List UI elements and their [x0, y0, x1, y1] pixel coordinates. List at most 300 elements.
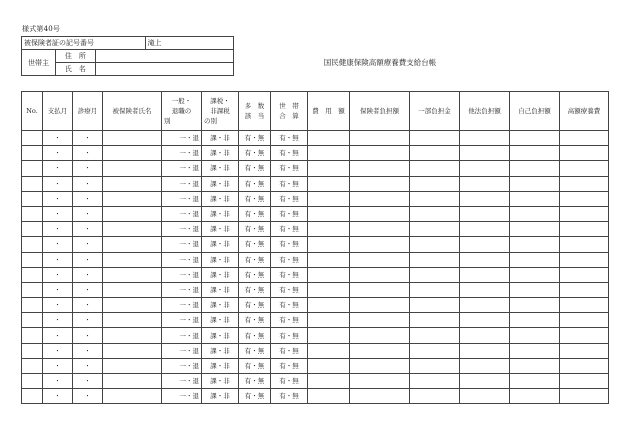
cell-self-burden[interactable] — [510, 176, 560, 191]
cell-pay-month[interactable]: ・ — [43, 267, 73, 282]
cell-general-retired[interactable]: 一・退 — [162, 389, 202, 404]
cell-other-law-burden[interactable] — [460, 358, 510, 373]
cell-no[interactable] — [22, 146, 43, 161]
cell-other-law-burden[interactable] — [460, 131, 510, 146]
cell-partial-burden[interactable] — [410, 191, 460, 206]
cell-combined[interactable]: 有・無 — [271, 191, 308, 206]
cell-partial-burden[interactable] — [410, 131, 460, 146]
cell-tax-status[interactable]: 課・非 — [202, 237, 239, 252]
cell-pay-month[interactable]: ・ — [43, 176, 73, 191]
insured-id-row — [22, 37, 234, 50]
cell-tax-status[interactable]: 課・非 — [202, 131, 239, 146]
cell-multi[interactable]: 有・無 — [239, 358, 271, 373]
cell-self-burden[interactable] — [510, 313, 560, 328]
cell-self-burden[interactable] — [510, 222, 560, 237]
table-header-row — [22, 92, 609, 131]
cell-no[interactable] — [22, 267, 43, 282]
cell-partial-burden[interactable] — [410, 176, 460, 191]
cell-other-law-burden[interactable] — [460, 267, 510, 282]
cell-multi[interactable]: 有・無 — [239, 252, 271, 267]
cell-general-retired[interactable]: 一・退 — [162, 328, 202, 343]
header-info-table — [21, 36, 234, 76]
cell-treatment-month[interactable]: ・ — [73, 206, 103, 221]
table-row — [22, 313, 609, 328]
table-row — [22, 191, 609, 206]
cell-high-cost[interactable] — [560, 374, 609, 389]
cell-insurer-burden[interactable] — [350, 161, 410, 176]
cell-partial-burden[interactable] — [410, 358, 460, 373]
col-header-no: No. — [22, 92, 43, 131]
cell-general-retired[interactable]: 一・退 — [162, 358, 202, 373]
combined-header-line-2: 合 算 — [279, 112, 299, 120]
cell-no[interactable] — [22, 389, 43, 404]
cell-insured-name[interactable] — [103, 374, 162, 389]
cell-insured-name[interactable] — [103, 267, 162, 282]
cell-general-retired[interactable]: 一・退 — [162, 222, 202, 237]
cell-expense[interactable] — [308, 267, 350, 282]
cell-partial-burden[interactable] — [410, 313, 460, 328]
cell-no[interactable] — [22, 298, 43, 313]
cell-general-retired[interactable]: 一・退 — [162, 374, 202, 389]
cell-multi[interactable]: 有・無 — [239, 374, 271, 389]
cell-tax-status[interactable]: 課・非 — [202, 374, 239, 389]
cell-tax-status[interactable]: 課・非 — [202, 313, 239, 328]
cell-insured-name[interactable] — [103, 282, 162, 297]
cell-combined[interactable]: 有・無 — [271, 358, 308, 373]
household-head-label: 世帯主 — [22, 50, 56, 76]
cell-high-cost[interactable] — [560, 358, 609, 373]
cell-multi[interactable]: 有・無 — [239, 176, 271, 191]
cell-insurer-burden[interactable] — [350, 131, 410, 146]
cell-other-law-burden[interactable] — [460, 282, 510, 297]
cell-insurer-burden[interactable] — [350, 252, 410, 267]
cell-no[interactable] — [22, 131, 43, 146]
cell-combined[interactable]: 有・無 — [271, 176, 308, 191]
cell-other-law-burden[interactable] — [460, 176, 510, 191]
cell-high-cost[interactable] — [560, 222, 609, 237]
cell-partial-burden[interactable] — [410, 267, 460, 282]
cell-self-burden[interactable] — [510, 343, 560, 358]
cell-multi[interactable]: 有・無 — [239, 298, 271, 313]
cell-insurer-burden[interactable] — [350, 343, 410, 358]
cell-general-retired[interactable]: 一・退 — [162, 191, 202, 206]
cell-combined[interactable]: 有・無 — [271, 282, 308, 297]
cell-multi[interactable]: 有・無 — [239, 328, 271, 343]
table-row — [22, 358, 609, 373]
cell-no[interactable] — [22, 328, 43, 343]
table-row — [22, 161, 609, 176]
cell-other-law-burden[interactable] — [460, 252, 510, 267]
table-row — [22, 206, 609, 221]
cell-insurer-burden[interactable] — [350, 176, 410, 191]
col-header-partial-burden: 一部負担金 — [410, 92, 460, 131]
cell-multi[interactable]: 有・無 — [239, 313, 271, 328]
cell-tax-status[interactable]: 課・非 — [202, 161, 239, 176]
cell-general-retired[interactable]: 一・退 — [162, 237, 202, 252]
cell-tax-status[interactable]: 課・非 — [202, 282, 239, 297]
name-value[interactable] — [95, 63, 233, 76]
cell-general-retired[interactable]: 一・退 — [162, 282, 202, 297]
table-row — [22, 237, 609, 252]
cell-self-burden[interactable] — [510, 237, 560, 252]
cell-treatment-month[interactable]: ・ — [73, 222, 103, 237]
table-row — [22, 252, 609, 267]
cell-high-cost[interactable] — [560, 176, 609, 191]
cell-general-retired[interactable]: 一・退 — [162, 131, 202, 146]
name-label: 氏 名 — [55, 63, 95, 76]
cell-general-retired[interactable]: 一・退 — [162, 343, 202, 358]
cell-self-burden[interactable] — [510, 161, 560, 176]
cell-self-burden[interactable] — [510, 267, 560, 282]
cell-expense[interactable] — [308, 358, 350, 373]
col-header-general-retired — [162, 92, 202, 131]
cell-high-cost[interactable] — [560, 191, 609, 206]
cell-partial-burden[interactable] — [410, 389, 460, 404]
cell-other-law-burden[interactable] — [460, 343, 510, 358]
cell-treatment-month[interactable]: ・ — [73, 176, 103, 191]
cell-insured-name[interactable] — [103, 161, 162, 176]
cell-combined[interactable]: 有・無 — [271, 343, 308, 358]
document-title: 国民健康保険高額療養費支給台帳 — [323, 58, 437, 67]
cell-expense[interactable] — [308, 252, 350, 267]
cell-other-law-burden[interactable] — [460, 146, 510, 161]
cell-insurer-burden[interactable] — [350, 237, 410, 252]
cell-combined[interactable]: 有・無 — [271, 131, 308, 146]
cell-insured-name[interactable] — [103, 191, 162, 206]
cell-general-retired[interactable]: 一・退 — [162, 267, 202, 282]
cell-multi[interactable]: 有・無 — [239, 161, 271, 176]
cell-high-cost[interactable] — [560, 267, 609, 282]
general-header-line-3: 別 — [164, 117, 171, 125]
cell-expense[interactable] — [308, 343, 350, 358]
cell-high-cost[interactable] — [560, 131, 609, 146]
cell-high-cost[interactable] — [560, 298, 609, 313]
cell-expense[interactable] — [308, 206, 350, 221]
cell-partial-burden[interactable] — [410, 328, 460, 343]
cell-treatment-month[interactable]: ・ — [73, 282, 103, 297]
cell-other-law-burden[interactable] — [460, 237, 510, 252]
insured-id-value[interactable]: 滝上 — [145, 37, 233, 50]
cell-general-retired[interactable]: 一・退 — [162, 313, 202, 328]
col-header-expense: 費 用 額 — [308, 92, 350, 131]
cell-treatment-month[interactable]: ・ — [73, 191, 103, 206]
cell-treatment-month[interactable]: ・ — [73, 328, 103, 343]
table-row — [22, 267, 609, 282]
cell-other-law-burden[interactable] — [460, 389, 510, 404]
cell-self-burden[interactable] — [510, 389, 560, 404]
table-row — [22, 222, 609, 237]
cell-expense[interactable] — [308, 191, 350, 206]
cell-insured-name[interactable] — [103, 146, 162, 161]
cell-tax-status[interactable]: 課・非 — [202, 343, 239, 358]
cell-high-cost[interactable] — [560, 282, 609, 297]
cell-other-law-burden[interactable] — [460, 161, 510, 176]
cell-insurer-burden[interactable] — [350, 298, 410, 313]
cell-treatment-month[interactable]: ・ — [73, 161, 103, 176]
cell-no[interactable] — [22, 237, 43, 252]
cell-partial-burden[interactable] — [410, 222, 460, 237]
cell-general-retired[interactable]: 一・退 — [162, 161, 202, 176]
cell-treatment-month[interactable]: ・ — [73, 131, 103, 146]
cell-treatment-month[interactable]: ・ — [73, 252, 103, 267]
cell-general-retired[interactable]: 一・退 — [162, 176, 202, 191]
cell-expense[interactable] — [308, 146, 350, 161]
cell-other-law-burden[interactable] — [460, 298, 510, 313]
cell-multi[interactable]: 有・無 — [239, 389, 271, 404]
col-header-high-cost: 高額療養費 — [560, 92, 609, 131]
cell-other-law-burden[interactable] — [460, 222, 510, 237]
cell-combined[interactable]: 有・無 — [271, 313, 308, 328]
cell-high-cost[interactable] — [560, 237, 609, 252]
cell-combined[interactable]: 有・無 — [271, 206, 308, 221]
cell-no[interactable] — [22, 191, 43, 206]
cell-pay-month[interactable]: ・ — [43, 206, 73, 221]
table-row — [22, 374, 609, 389]
cell-pay-month[interactable]: ・ — [43, 328, 73, 343]
cell-self-burden[interactable] — [510, 298, 560, 313]
table-row — [22, 343, 609, 358]
cell-tax-status[interactable]: 課・非 — [202, 328, 239, 343]
cell-other-law-burden[interactable] — [460, 191, 510, 206]
cell-high-cost[interactable] — [560, 252, 609, 267]
cell-combined[interactable]: 有・無 — [271, 298, 308, 313]
col-header-combined — [271, 92, 308, 131]
cell-self-burden[interactable] — [510, 282, 560, 297]
cell-insured-name[interactable] — [103, 237, 162, 252]
multi-header-line-2: 該 当 — [244, 112, 265, 120]
cell-combined[interactable]: 有・無 — [271, 161, 308, 176]
cell-insurer-burden[interactable] — [350, 328, 410, 343]
cell-expense[interactable] — [308, 161, 350, 176]
cell-pay-month[interactable]: ・ — [43, 389, 73, 404]
cell-treatment-month[interactable]: ・ — [73, 313, 103, 328]
cell-multi[interactable]: 有・無 — [239, 131, 271, 146]
cell-pay-month[interactable]: ・ — [43, 343, 73, 358]
cell-multi[interactable]: 有・無 — [239, 343, 271, 358]
cell-no[interactable] — [22, 222, 43, 237]
cell-no[interactable] — [22, 282, 43, 297]
cell-expense[interactable] — [308, 328, 350, 343]
insured-id-label: 被保険者証の記号番号 — [22, 37, 146, 50]
cell-expense[interactable] — [308, 176, 350, 191]
cell-high-cost[interactable] — [560, 328, 609, 343]
table-row — [22, 146, 609, 161]
cell-tax-status[interactable]: 課・非 — [202, 222, 239, 237]
cell-multi[interactable]: 有・無 — [239, 267, 271, 282]
tax-header-line-2: 非課税 — [210, 107, 230, 115]
cell-multi[interactable]: 有・無 — [239, 206, 271, 221]
form-number: 様式第40号 — [22, 25, 61, 33]
cell-no[interactable] — [22, 313, 43, 328]
table-row — [22, 176, 609, 191]
cell-combined[interactable]: 有・無 — [271, 374, 308, 389]
table-row — [22, 131, 609, 146]
cell-general-retired[interactable]: 一・退 — [162, 298, 202, 313]
cell-insurer-burden[interactable] — [350, 222, 410, 237]
cell-pay-month[interactable]: ・ — [43, 146, 73, 161]
cell-pay-month[interactable]: ・ — [43, 298, 73, 313]
table-row — [22, 328, 609, 343]
cell-self-burden[interactable] — [510, 131, 560, 146]
cell-no[interactable] — [22, 252, 43, 267]
address-row — [22, 50, 234, 63]
cell-no[interactable] — [22, 374, 43, 389]
general-header-line-1: 一般・ — [171, 97, 192, 105]
cell-combined[interactable]: 有・無 — [271, 252, 308, 267]
cell-general-retired[interactable]: 一・退 — [162, 252, 202, 267]
cell-partial-burden[interactable] — [410, 282, 460, 297]
cell-no[interactable] — [22, 161, 43, 176]
cell-multi[interactable]: 有・無 — [239, 282, 271, 297]
cell-high-cost[interactable] — [560, 313, 609, 328]
cell-expense[interactable] — [308, 374, 350, 389]
cell-combined[interactable]: 有・無 — [271, 222, 308, 237]
cell-treatment-month[interactable]: ・ — [73, 358, 103, 373]
cell-tax-status[interactable]: 課・非 — [202, 252, 239, 267]
cell-insured-name[interactable] — [103, 389, 162, 404]
cell-pay-month[interactable]: ・ — [43, 191, 73, 206]
cell-partial-burden[interactable] — [410, 237, 460, 252]
cell-partial-burden[interactable] — [410, 343, 460, 358]
cell-partial-burden[interactable] — [410, 252, 460, 267]
cell-insurer-burden[interactable] — [350, 282, 410, 297]
col-header-multi — [239, 92, 271, 131]
cell-treatment-month[interactable]: ・ — [73, 298, 103, 313]
cell-tax-status[interactable]: 課・非 — [202, 267, 239, 282]
cell-pay-month[interactable]: ・ — [43, 358, 73, 373]
cell-partial-burden[interactable] — [410, 161, 460, 176]
cell-high-cost[interactable] — [560, 343, 609, 358]
col-header-insurer-burden: 保険者負担額 — [350, 92, 410, 131]
cell-expense[interactable] — [308, 389, 350, 404]
cell-tax-status[interactable]: 課・非 — [202, 176, 239, 191]
cell-general-retired[interactable]: 一・退 — [162, 146, 202, 161]
cell-self-burden[interactable] — [510, 252, 560, 267]
cell-insurer-burden[interactable] — [350, 358, 410, 373]
cell-treatment-month[interactable]: ・ — [73, 267, 103, 282]
cell-tax-status[interactable]: 課・非 — [202, 298, 239, 313]
ledger-body — [22, 131, 609, 404]
cell-self-burden[interactable] — [510, 374, 560, 389]
cell-expense[interactable] — [308, 298, 350, 313]
cell-no[interactable] — [22, 358, 43, 373]
cell-tax-status[interactable]: 課・非 — [202, 389, 239, 404]
cell-insurer-burden[interactable] — [350, 191, 410, 206]
cell-treatment-month[interactable]: ・ — [73, 146, 103, 161]
cell-high-cost[interactable] — [560, 206, 609, 221]
cell-multi[interactable]: 有・無 — [239, 146, 271, 161]
cell-pay-month[interactable]: ・ — [43, 237, 73, 252]
cell-expense[interactable] — [308, 222, 350, 237]
cell-other-law-burden[interactable] — [460, 374, 510, 389]
cell-insured-name[interactable] — [103, 206, 162, 221]
cell-self-burden[interactable] — [510, 206, 560, 221]
cell-insured-name[interactable] — [103, 358, 162, 373]
cell-insured-name[interactable] — [103, 252, 162, 267]
cell-other-law-burden[interactable] — [460, 328, 510, 343]
benefit-ledger-table — [21, 91, 609, 404]
general-header-line-2: 退職の — [171, 107, 192, 115]
cell-combined[interactable]: 有・無 — [271, 146, 308, 161]
cell-partial-burden[interactable] — [410, 206, 460, 221]
cell-high-cost[interactable] — [560, 389, 609, 404]
cell-treatment-month[interactable]: ・ — [73, 237, 103, 252]
cell-general-retired[interactable]: 一・退 — [162, 206, 202, 221]
cell-pay-month[interactable]: ・ — [43, 161, 73, 176]
cell-no[interactable] — [22, 176, 43, 191]
cell-insurer-burden[interactable] — [350, 206, 410, 221]
col-header-pay-month: 支払月 — [43, 92, 73, 131]
cell-pay-month[interactable]: ・ — [43, 313, 73, 328]
cell-self-burden[interactable] — [510, 146, 560, 161]
cell-expense[interactable] — [308, 237, 350, 252]
cell-pay-month[interactable]: ・ — [43, 252, 73, 267]
cell-self-burden[interactable] — [510, 191, 560, 206]
cell-insured-name[interactable] — [103, 222, 162, 237]
cell-insured-name[interactable] — [103, 328, 162, 343]
cell-combined[interactable]: 有・無 — [271, 389, 308, 404]
cell-tax-status[interactable]: 課・非 — [202, 206, 239, 221]
cell-combined[interactable]: 有・無 — [271, 328, 308, 343]
cell-high-cost[interactable] — [560, 146, 609, 161]
cell-pay-month[interactable]: ・ — [43, 374, 73, 389]
cell-insured-name[interactable] — [103, 176, 162, 191]
cell-multi[interactable]: 有・無 — [239, 237, 271, 252]
cell-partial-burden[interactable] — [410, 146, 460, 161]
cell-insurer-burden[interactable] — [350, 267, 410, 282]
cell-tax-status[interactable]: 課・非 — [202, 146, 239, 161]
cell-expense[interactable] — [308, 282, 350, 297]
cell-insurer-burden[interactable] — [350, 374, 410, 389]
cell-insurer-burden[interactable] — [350, 146, 410, 161]
cell-no[interactable] — [22, 206, 43, 221]
cell-pay-month[interactable]: ・ — [43, 282, 73, 297]
cell-treatment-month[interactable]: ・ — [73, 343, 103, 358]
cell-multi[interactable]: 有・無 — [239, 222, 271, 237]
col-header-treatment-month: 診療月 — [73, 92, 103, 131]
cell-high-cost[interactable] — [560, 161, 609, 176]
col-header-self-burden: 自己負担額 — [510, 92, 560, 131]
cell-tax-status[interactable]: 課・非 — [202, 191, 239, 206]
cell-multi[interactable]: 有・無 — [239, 191, 271, 206]
cell-other-law-burden[interactable] — [460, 313, 510, 328]
cell-partial-burden[interactable] — [410, 298, 460, 313]
cell-insured-name[interactable] — [103, 313, 162, 328]
cell-pay-month[interactable]: ・ — [43, 131, 73, 146]
cell-treatment-month[interactable]: ・ — [73, 374, 103, 389]
cell-insurer-burden[interactable] — [350, 389, 410, 404]
cell-other-law-burden[interactable] — [460, 206, 510, 221]
cell-expense[interactable] — [308, 131, 350, 146]
address-value[interactable] — [95, 50, 233, 63]
cell-expense[interactable] — [308, 313, 350, 328]
cell-insured-name[interactable] — [103, 298, 162, 313]
cell-self-burden[interactable] — [510, 328, 560, 343]
cell-combined[interactable]: 有・無 — [271, 237, 308, 252]
table-row — [22, 298, 609, 313]
cell-insured-name[interactable] — [103, 343, 162, 358]
cell-self-burden[interactable] — [510, 358, 560, 373]
cell-insurer-burden[interactable] — [350, 313, 410, 328]
cell-insured-name[interactable] — [103, 131, 162, 146]
cell-partial-burden[interactable] — [410, 374, 460, 389]
cell-pay-month[interactable]: ・ — [43, 222, 73, 237]
cell-combined[interactable]: 有・無 — [271, 267, 308, 282]
cell-tax-status[interactable]: 課・非 — [202, 358, 239, 373]
cell-treatment-month[interactable]: ・ — [73, 389, 103, 404]
address-label: 住 所 — [55, 50, 95, 63]
cell-no[interactable] — [22, 343, 43, 358]
